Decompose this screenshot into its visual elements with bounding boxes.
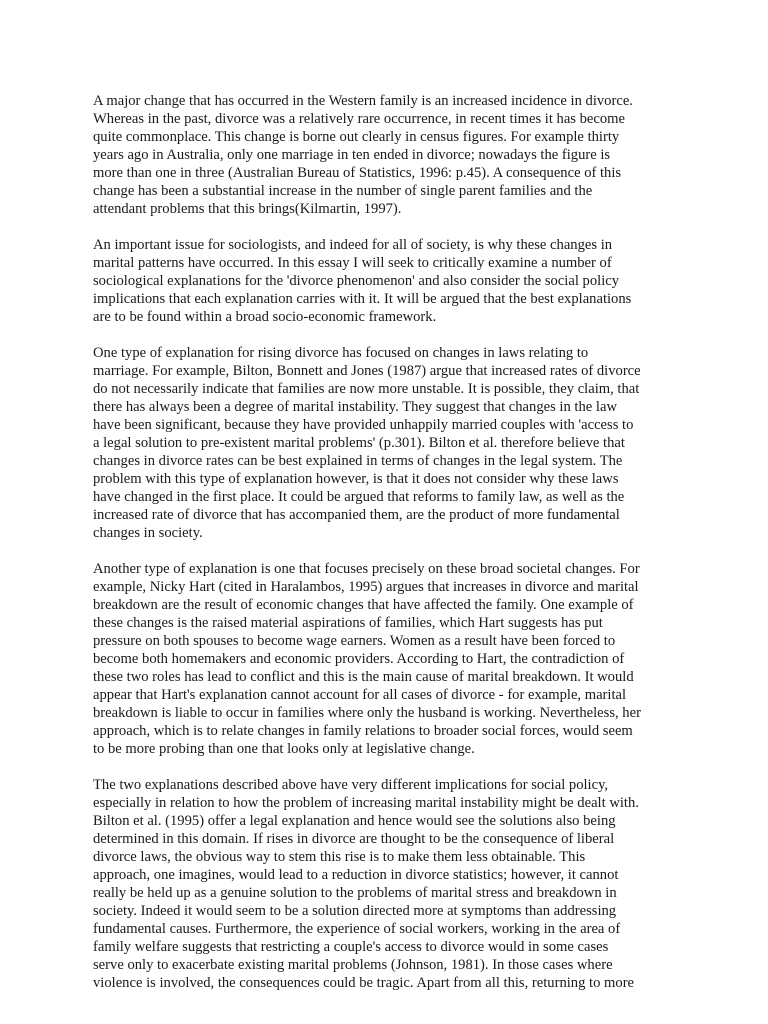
text-line: A major change that has occurred in the Western family is an increased incidence in divorce.	[93, 93, 633, 109]
text-line: a legal solution to pre-existent marital problems' (p.301). Bilton et al. therefore believe that	[93, 435, 625, 451]
text-line: The two explanations described above have very different implications for social policy,	[93, 777, 609, 793]
text-line: changes in divorce rates can be best explained in terms of changes in the legal system. The	[93, 453, 623, 469]
text-line: Another type of explanation is one that focuses precisely on these broad societal changes. For	[93, 561, 640, 577]
text-line: attendant problems that this brings(Kilmartin, 1997).	[93, 201, 402, 217]
text-line: society. Indeed it would seem to be a solution directed more at symptoms than addressing	[93, 903, 617, 919]
text-line: more than one in three (Australian Bureau of Statistics, 1996: p.45). A consequence of this	[93, 165, 622, 181]
text-line: marriage. For example, Bilton, Bonnett and Jones (1987) argue that increased rates of divorce	[93, 363, 641, 379]
text-line: violence is involved, the consequences could be tragic. Apart from all this, returning to more	[93, 975, 635, 991]
text-line: marital patterns have occurred. In this essay I will seek to critically examine a number of	[93, 255, 612, 271]
text-line: there has always been a degree of marital instability. They suggest that changes in the law	[93, 399, 617, 415]
text-line: Bilton et al. (1995) offer a legal explanation and hence would see the solutions also being	[93, 813, 616, 829]
text-line: have been significant, because they have provided unhappily married couples with 'access to	[93, 417, 634, 433]
text-line: An important issue for sociologists, and indeed for all of society, is why these changes in	[93, 237, 613, 253]
text-line: fundamental causes. Furthermore, the experience of social workers, working in the area of	[93, 921, 621, 937]
text-line: sociological explanations for the 'divorce phenomenon' and also consider the social policy	[93, 273, 620, 289]
text-line: change has been a substantial increase in the number of single parent families and the	[93, 183, 593, 199]
paragraph-2	[93, 236, 693, 326]
text-line: breakdown is liable to occur in families where only the husband is working. Nevertheless, her	[93, 705, 641, 721]
text-line: changes in society.	[93, 525, 203, 541]
text-line: determined in this domain. If rises in divorce are thought to be the consequence of liberal	[93, 831, 615, 847]
text-line: family welfare suggests that restricting a couple's access to divorce would in some cases	[93, 939, 609, 955]
paragraph-1	[93, 92, 693, 218]
text-line: example, Nicky Hart (cited in Haralambos, 1995) argues that increases in divorce and marital	[93, 579, 639, 595]
text-line: approach, which is to relate changes in family relations to broader social forces, would seem	[93, 723, 633, 739]
text-line: divorce laws, the obvious way to stem this rise is to make them less obtainable. This	[93, 849, 586, 865]
text-line: quite commonplace. This change is borne out clearly in census figures. For example thirty	[93, 129, 620, 145]
text-line: appear that Hart's explanation cannot account for all cases of divorce - for example, marital	[93, 687, 627, 703]
text-line: One type of explanation for rising divorce has focused on changes in laws relating to	[93, 345, 589, 361]
text-line: years ago in Australia, only one marriage in ten ended in divorce; nowadays the figure is	[93, 147, 611, 163]
text-line: breakdown are the result of economic changes that have affected the family. One example of	[93, 597, 634, 613]
text-line: become both homemakers and economic providers. According to Hart, the contradiction of	[93, 651, 625, 667]
text-line: to be more probing than one that looks only at legislative change.	[93, 741, 475, 757]
paragraph-5	[93, 776, 693, 992]
text-line: problem with this type of explanation however, is that it does not consider why these laws	[93, 471, 619, 487]
text-line: pressure on both spouses to become wage earners. Women as a result have been forced to	[93, 633, 616, 649]
text-line: serve only to exacerbate existing marital problems (Johnson, 1981). In those cases where	[93, 957, 613, 973]
text-line: really be held up as a genuine solution to the problems of marital stress and breakdown in	[93, 885, 617, 901]
text-line: do not necessarily indicate that families are now more unstable. It is possible, they claim, that	[93, 381, 640, 397]
text-line: have changed in the first place. It could be argued that reforms to family law, as well as the	[93, 489, 625, 505]
text-line: especially in relation to how the problem of increasing marital instability might be dealt with.	[93, 795, 639, 811]
paragraph-4	[93, 560, 693, 758]
text-line: approach, one imagines, would lead to a reduction in divorce statistics; however, it cannot	[93, 867, 619, 883]
text-line: implications that each explanation carries with it. It will be argued that the best explanations	[93, 291, 632, 307]
paragraph-3	[93, 344, 693, 542]
essay-body	[93, 92, 693, 1010]
text-line: these two roles has lead to conflict and this is the main cause of marital breakdown. It would	[93, 669, 634, 685]
text-line: are to be found within a broad socio-economic framework.	[93, 309, 437, 325]
text-line: these changes is the raised material aspirations of families, which Hart suggests has put	[93, 615, 603, 631]
text-line: Whereas in the past, divorce was a relatively rare occurrence, in recent times it has become	[93, 111, 626, 127]
text-line: increased rate of divorce that has accompanied them, are the product of more fundamental	[93, 507, 620, 523]
